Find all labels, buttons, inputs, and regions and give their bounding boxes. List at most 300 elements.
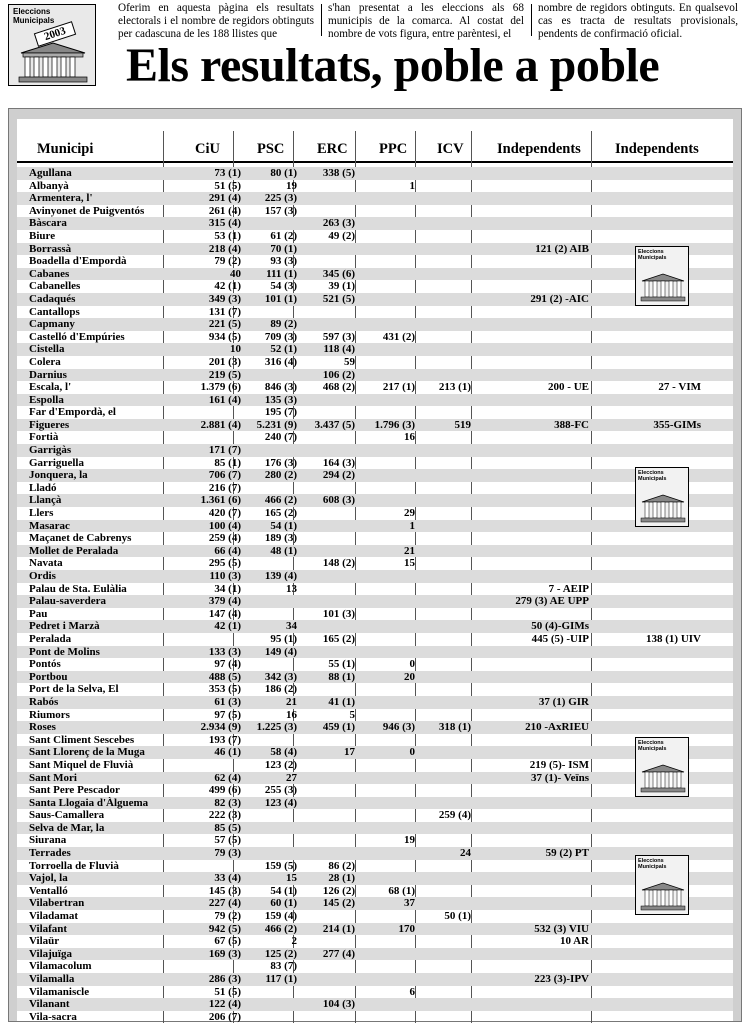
table-row	[17, 948, 733, 961]
cell-erc: 59	[344, 355, 355, 368]
table-row	[17, 633, 733, 646]
table-row	[17, 243, 733, 256]
cell-ciu: 1.379 (6)	[200, 381, 241, 394]
table-row	[17, 759, 733, 772]
cell-municipi: Capmany	[29, 318, 75, 331]
table-row	[17, 280, 733, 293]
elections-logo-small	[635, 855, 689, 915]
cell-municipi: Espolla	[29, 393, 64, 406]
table-row	[17, 469, 733, 482]
cell-municipi: Viladamat	[29, 910, 79, 923]
table-row	[17, 545, 733, 558]
cell-municipi: Figueres	[29, 418, 70, 431]
cell-municipi: Castelló d'Empúries	[29, 330, 125, 343]
cell-psc: 15	[286, 872, 297, 885]
cell-municipi: Port de la Selva, El	[29, 683, 119, 696]
elections-logo-small	[635, 737, 689, 797]
cell-ciu: 79 (2)	[214, 255, 241, 268]
cell-municipi: Selva de Mar, la	[29, 821, 105, 834]
table-row	[17, 935, 733, 948]
table-row	[17, 180, 733, 193]
cell-ciu: 42 (1)	[214, 620, 241, 633]
table-row	[17, 343, 733, 356]
cell-psc: 48 (1)	[270, 544, 297, 557]
cell-erc: 294 (2)	[322, 469, 355, 482]
cell-municipi: Boadella d'Empordà	[29, 255, 127, 268]
cell-ciu: 1.361 (6)	[200, 494, 241, 507]
cell-municipi: Sant Pere Pescador	[29, 784, 120, 797]
cell-ppc: 16	[404, 431, 415, 444]
cell-erc: 277 (4)	[322, 947, 355, 960]
cell-municipi: Vajol, la	[29, 872, 68, 885]
logo-year: 2003	[34, 21, 76, 47]
cell-municipi: Vilaür	[29, 935, 60, 948]
table-row	[17, 583, 733, 596]
cell-psc: 21	[286, 695, 297, 708]
cell-municipi: Pau	[29, 607, 48, 620]
cell-ppc: 1	[409, 179, 415, 192]
cell-ciu: 499 (6)	[208, 784, 241, 797]
cell-municipi: Sant Mori	[29, 771, 77, 784]
building-icon	[636, 856, 689, 915]
cell-erc: 101 (3)	[322, 607, 355, 620]
cell-municipi: Cabanes	[29, 267, 70, 280]
cell-municipi: Llançà	[29, 494, 62, 507]
cell-ciu: 82 (3)	[214, 796, 241, 809]
cell-psc: 135 (3)	[264, 393, 297, 406]
table-row	[17, 923, 733, 936]
page-title: Els resultats, poble a poble	[126, 39, 660, 92]
table-row	[17, 331, 733, 344]
cell-ppc: 20	[404, 670, 415, 683]
cell-municipi: Jonquera, la	[29, 469, 88, 482]
cell-ciu: 222 (3)	[208, 809, 241, 822]
cell-ciu: 221 (5)	[208, 318, 241, 331]
cell-psc: 83 (7)	[270, 960, 297, 973]
cell-psc: 466 (2)	[264, 494, 297, 507]
cell-psc: 117 (1)	[265, 973, 297, 985]
cell-ciu: 379 (4)	[208, 595, 241, 608]
table-row	[17, 646, 733, 659]
cell-ciu: 353 (5)	[208, 683, 241, 696]
cell-municipi: Masarac	[29, 519, 70, 532]
cell-ciu: 46 (1)	[214, 746, 241, 759]
cell-municipi: Agullana	[29, 167, 72, 179]
column-divider	[321, 4, 322, 36]
cell-ppc: 170	[398, 922, 415, 935]
cell-municipi: Biure	[29, 229, 56, 242]
table-row	[17, 960, 733, 973]
cell-municipi: Bàscara	[29, 217, 67, 230]
table-row	[17, 834, 733, 847]
cell-psc: 255 (3)	[264, 784, 297, 797]
table-row	[17, 306, 733, 319]
cell-municipi: Vilabertran	[29, 897, 85, 910]
cell-ciu: 131 (7)	[208, 305, 241, 318]
mini-line2: Municipals	[638, 864, 667, 870]
cell-erc: 468 (2)	[322, 381, 355, 394]
table-row	[17, 671, 733, 684]
elections-logo-small	[635, 467, 689, 527]
cell-municipi: Vilajuïga	[29, 947, 72, 960]
cell-independents-1: 7 - AEIP	[548, 582, 589, 595]
cell-erc: 17	[344, 746, 355, 759]
cell-ciu: 942 (5)	[208, 922, 241, 935]
table-row	[17, 570, 733, 583]
table-row	[17, 167, 733, 180]
table-row	[17, 369, 733, 382]
header-ppc: PPC	[379, 141, 408, 157]
cell-municipi: Maçanet de Cabrenys	[29, 532, 132, 545]
cell-ciu: 315 (4)	[208, 217, 241, 230]
cell-municipi: Lladó	[29, 481, 57, 494]
cell-ppc: 15	[404, 557, 415, 570]
cell-municipi: Garrigàs	[29, 444, 72, 457]
table-row	[17, 192, 733, 205]
cell-independents-2: 27 - VIM	[658, 381, 701, 394]
cell-psc: 123 (4)	[264, 796, 297, 809]
cell-ciu: 33 (4)	[214, 872, 241, 885]
cell-municipi: Armentera, l'	[29, 192, 93, 205]
cell-ciu: 133 (3)	[208, 645, 241, 658]
cell-ciu: 79 (2)	[214, 910, 241, 923]
cell-erc: 165 (2)	[322, 632, 355, 645]
cell-municipi: Albanyà	[29, 179, 69, 192]
table-row	[17, 255, 733, 268]
mini-line2: Municipals	[638, 746, 667, 752]
table-row	[17, 381, 733, 394]
cell-psc: 123 (2)	[264, 758, 297, 771]
cell-municipi: Palau-saverdera	[29, 595, 106, 608]
cell-psc: 342 (3)	[264, 670, 297, 683]
cell-psc: 61 (2)	[270, 229, 297, 242]
cell-independents-1: 532 (3) VIU	[534, 922, 589, 935]
cell-municipi: Siurana	[29, 834, 67, 847]
column-divider	[531, 4, 532, 36]
logo-line2: Municipals	[13, 16, 55, 25]
results-table	[17, 119, 733, 1021]
cell-municipi: Palau de Sta. Eulàlia	[29, 582, 127, 595]
header-erc: ERC	[317, 141, 348, 157]
cell-municipi: Peralada	[29, 632, 72, 645]
cell-ciu: 145 (3)	[208, 884, 241, 897]
mini-line1: Eleccions	[638, 858, 664, 864]
cell-independents-1: 59 (2) PT	[545, 847, 589, 860]
cell-psc: 13	[286, 582, 297, 595]
cell-independents-1: 37 (1) GIR	[538, 695, 589, 708]
cell-independents-1: 388-FC	[554, 418, 589, 431]
cell-ciu: 34 (1)	[214, 582, 241, 595]
cell-independents-1: 210 -AxRIEU	[525, 721, 589, 734]
cell-municipi: Roses	[29, 721, 56, 734]
cell-psc: 189 (3)	[264, 532, 297, 545]
cell-ciu: 66 (4)	[214, 544, 241, 557]
cell-municipi: Portbou	[29, 670, 68, 683]
cell-psc: 149 (4)	[264, 645, 297, 658]
cell-psc: 225 (3)	[264, 192, 297, 205]
cell-psc: 159 (4)	[264, 910, 297, 923]
building-icon	[636, 247, 689, 306]
cell-ciu: 97 (5)	[214, 708, 241, 721]
cell-icv: 24	[460, 847, 471, 860]
cell-municipi: Vilamaniscle	[29, 985, 90, 998]
cell-erc: 118 (4)	[323, 343, 355, 356]
table-row	[17, 318, 733, 331]
cell-ciu: 261 (4)	[208, 204, 241, 217]
cell-independents-1: 37 (1)- Veïns	[530, 771, 589, 784]
cell-municipi: Mollet de Peralada	[29, 544, 119, 557]
cell-ciu: 62 (4)	[214, 771, 241, 784]
cell-psc: 176 (3)	[264, 456, 297, 469]
cell-ciu: 206 (7)	[208, 1010, 241, 1023]
cell-ciu: 193 (7)	[208, 733, 241, 746]
table-row	[17, 910, 733, 923]
cell-ciu: 219 (5)	[208, 368, 241, 381]
table-row	[17, 444, 733, 457]
cell-ppc: 6	[409, 985, 415, 998]
cell-erc: 608 (3)	[322, 494, 355, 507]
cell-psc: 52 (1)	[270, 343, 297, 356]
cell-psc: 280 (2)	[264, 469, 297, 482]
cell-erc: 5	[349, 708, 355, 721]
cell-independents-1: 121 (2) AIB	[535, 242, 589, 255]
cell-psc: 466 (2)	[264, 922, 297, 935]
results-frame	[8, 108, 742, 1022]
cell-ciu: 259 (4)	[208, 532, 241, 545]
cell-independents-1: 279 (3) AE UPP	[515, 595, 589, 608]
cell-ciu: 488 (5)	[208, 670, 241, 683]
cell-ciu: 706 (7)	[208, 469, 241, 482]
building-icon	[636, 468, 689, 527]
cell-ppc: 29	[404, 507, 415, 520]
cell-municipi: Riumors	[29, 708, 70, 721]
cell-erc: 28 (1)	[328, 872, 355, 885]
cell-icv: 519	[454, 418, 471, 431]
cell-municipi: Cistella	[29, 343, 65, 356]
table-row	[17, 356, 733, 369]
cell-psc: 240 (7)	[264, 431, 297, 444]
cell-independents-1: 200 - UE	[548, 381, 589, 394]
table-row	[17, 734, 733, 747]
cell-erc: 55 (1)	[328, 658, 355, 671]
cell-ciu: 201 (3)	[208, 355, 241, 368]
cell-ciu: 10	[230, 343, 241, 356]
cell-ppc: 19	[404, 834, 415, 847]
cell-ciu: 57 (5)	[214, 834, 241, 847]
cell-erc: 145 (2)	[322, 897, 355, 910]
cell-psc: 316 (4)	[264, 355, 297, 368]
logo-line1: Eleccions	[13, 7, 51, 16]
cell-ppc: 217 (1)	[382, 381, 415, 394]
table-row	[17, 394, 733, 407]
cell-psc: 80 (1)	[270, 167, 297, 179]
cell-erc: 3.437 (5)	[314, 418, 355, 431]
cell-psc: 16	[286, 708, 297, 721]
cell-ciu: 286 (3)	[208, 973, 241, 985]
header-icv: ICV	[437, 141, 464, 157]
cell-ciu: 216 (7)	[208, 481, 241, 494]
cell-municipi: Pedret i Marzà	[29, 620, 100, 633]
cell-municipi: Darnius	[29, 368, 67, 381]
cell-ciu: 218 (4)	[208, 242, 241, 255]
table-row	[17, 822, 733, 835]
cell-municipi: Ventalló	[29, 884, 68, 897]
table-row	[17, 620, 733, 633]
cell-municipi: Borrassà	[29, 242, 72, 255]
cell-psc: 54 (1)	[270, 884, 297, 897]
cell-psc: 101 (1)	[264, 292, 297, 305]
cell-independents-1: 445 (5) -UIP	[531, 632, 589, 645]
cell-psc: 95 (1)	[270, 632, 297, 645]
cell-municipi: Garriguella	[29, 456, 84, 469]
cell-erc: 126 (2)	[322, 884, 355, 897]
cell-municipi: Pont de Molins	[29, 645, 100, 658]
cell-psc: 165 (2)	[264, 507, 297, 520]
cell-psc: 159 (5)	[264, 859, 297, 872]
cell-municipi: Terrades	[29, 847, 71, 860]
table-row	[17, 482, 733, 495]
table-row	[17, 595, 733, 608]
cell-psc: 157 (3)	[264, 204, 297, 217]
cell-ciu: 110 (3)	[209, 570, 241, 582]
table-row	[17, 532, 733, 545]
cell-independents-1: 219 (5)- ISM	[529, 758, 589, 771]
cell-ciu: 171 (7)	[208, 444, 241, 457]
building-icon	[9, 5, 96, 86]
cell-erc: 41 (1)	[328, 695, 355, 708]
cell-erc: 345 (6)	[322, 267, 355, 280]
cell-erc: 39 (1)	[328, 280, 355, 293]
cell-psc: 70 (1)	[270, 242, 297, 255]
table-row	[17, 847, 733, 860]
cell-municipi: Santa Llogaia d'Àlguema	[29, 796, 149, 809]
cell-municipi: Rabós	[29, 695, 59, 708]
header-independents-1: Independents	[497, 141, 581, 157]
elections-logo-small	[635, 246, 689, 306]
cell-municipi: Cadaqués	[29, 292, 76, 305]
cell-ciu: 53 (1)	[214, 229, 241, 242]
table-row	[17, 1011, 733, 1024]
table-row	[17, 897, 733, 910]
table-row	[17, 746, 733, 759]
building-icon	[636, 738, 689, 797]
cell-erc: 86 (2)	[328, 859, 355, 872]
cell-ciu: 79 (3)	[214, 847, 241, 860]
cell-ciu: 161 (4)	[208, 393, 241, 406]
cell-erc: 597 (3)	[322, 330, 355, 343]
table-row	[17, 557, 733, 570]
cell-municipi: Sant Llorenç de la Muga	[29, 746, 145, 759]
cell-municipi: Cabanelles	[29, 280, 81, 293]
table-row	[17, 809, 733, 822]
cell-psc: 111 (1)	[266, 267, 297, 280]
cell-independents-1: 10 AR	[559, 935, 589, 948]
cell-municipi: Llers	[29, 507, 54, 520]
cell-ciu: 291 (4)	[208, 192, 241, 205]
cell-ppc: 0	[409, 746, 415, 759]
cell-erc: 148 (2)	[322, 557, 355, 570]
cell-icv: 213 (1)	[438, 381, 471, 394]
table-row	[17, 721, 733, 734]
cell-municipi: Vila-sacra	[29, 1010, 77, 1023]
table-row	[17, 608, 733, 621]
cell-municipi: Escala, l'	[29, 381, 72, 394]
cell-ciu: 42 (1)	[214, 280, 241, 293]
table-row	[17, 217, 733, 230]
cell-erc: 459 (1)	[322, 721, 355, 734]
cell-ciu: 295 (5)	[208, 557, 241, 570]
table-row	[17, 520, 733, 533]
cell-ciu: 2.934 (9)	[200, 721, 241, 734]
cell-municipi: Vilamalla	[29, 973, 75, 985]
cell-psc: 34	[286, 620, 297, 633]
cell-independents-1: 50 (4)-GIMs	[531, 620, 589, 633]
cell-psc: 5.231 (9)	[256, 418, 297, 431]
table-row	[17, 205, 733, 218]
cell-erc: 106 (2)	[322, 368, 355, 381]
cell-psc: 125 (2)	[264, 947, 297, 960]
cell-psc: 19	[286, 179, 297, 192]
header-municipi: Municipi	[37, 141, 94, 157]
table-row	[17, 406, 733, 419]
cell-ciu: 61 (3)	[214, 695, 241, 708]
table-row	[17, 885, 733, 898]
cell-erc: 338 (5)	[322, 167, 355, 179]
cell-psc: 2	[291, 935, 297, 948]
cell-erc: 521 (5)	[322, 292, 355, 305]
cell-municipi: Pontós	[29, 658, 61, 671]
cell-ppc: 946 (3)	[382, 721, 415, 734]
cell-ppc: 1	[409, 519, 415, 532]
cell-ciu: 51 (5)	[214, 985, 241, 998]
table-row	[17, 696, 733, 709]
cell-erc: 49 (2)	[328, 229, 355, 242]
table-row	[17, 683, 733, 696]
cell-independents-1: 223 (3)-IPV	[534, 973, 589, 985]
cell-psc: 709 (3)	[264, 330, 297, 343]
cell-municipi: Saus-Camallera	[29, 809, 105, 822]
cell-municipi: Vilafant	[29, 922, 68, 935]
cell-erc: 214 (1)	[322, 922, 355, 935]
cell-independents-2: 138 (1) UIV	[646, 632, 701, 645]
table-header	[17, 133, 733, 163]
cell-ciu: 2.881 (4)	[200, 418, 241, 431]
cell-psc: 54 (1)	[270, 519, 297, 532]
cell-municipi: Navata	[29, 557, 63, 570]
cell-psc: 27	[286, 771, 297, 784]
cell-ciu: 420 (7)	[208, 507, 241, 520]
cell-municipi: Cantallops	[29, 305, 80, 318]
cell-psc: 846 (3)	[264, 381, 297, 394]
cell-municipi: Vilanant	[29, 998, 70, 1011]
intro-column-2: s'han presentat a les eleccions als 68 municipis de la comarca. Al costat del nombre de vots figura, entre parèntesi, el	[328, 2, 524, 40]
header-psc: PSC	[257, 141, 285, 157]
table-row	[17, 772, 733, 785]
cell-psc: 186 (2)	[264, 683, 297, 696]
mini-line1: Eleccions	[638, 470, 664, 476]
cell-municipi: Avinyonet de Puigventós	[29, 204, 145, 217]
cell-municipi: Vilamacolum	[29, 960, 92, 973]
cell-municipi: Sant Climent Sescebes	[29, 733, 135, 746]
table-row	[17, 293, 733, 306]
cell-municipi: Torroella de Fluvià	[29, 859, 119, 872]
cell-ppc: 21	[404, 544, 415, 557]
cell-ciu: 122 (4)	[208, 998, 241, 1011]
cell-ppc: 68 (1)	[388, 884, 415, 897]
table-row	[17, 658, 733, 671]
table-row	[17, 986, 733, 999]
table-row	[17, 268, 733, 281]
